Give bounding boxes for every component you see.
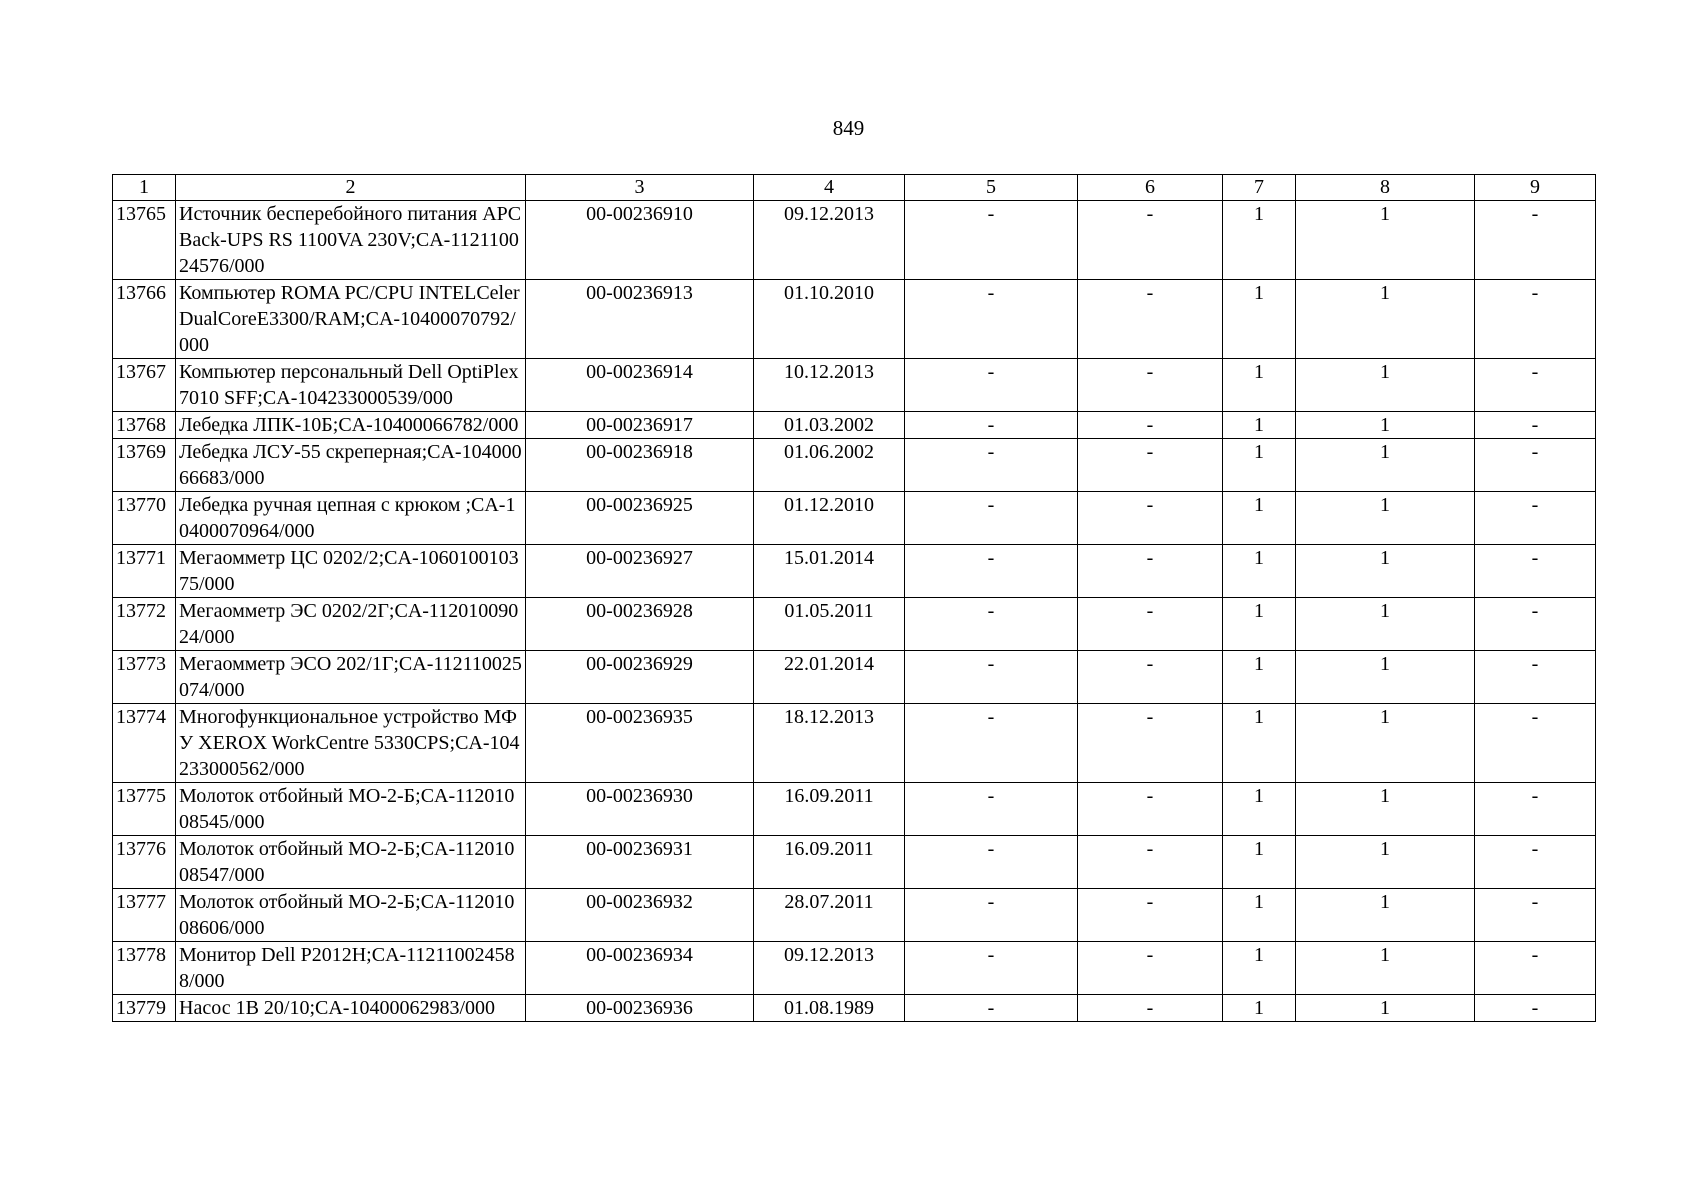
column-header: 8 [1296,175,1475,201]
inventory-code-cell: 00-00236914 [526,359,754,412]
table-row [113,783,1596,836]
table-row [113,836,1596,889]
column-8-cell: 1 [1296,836,1475,889]
inventory-code-cell: 00-00236917 [526,412,754,439]
column-7-cell: 1 [1223,783,1296,836]
column-7-cell: 1 [1223,359,1296,412]
column-7-cell: 1 [1223,492,1296,545]
date-cell: 01.05.2011 [754,598,905,651]
column-8-cell: 1 [1296,439,1475,492]
column-8-cell: 1 [1296,492,1475,545]
table-row [113,439,1596,492]
column-9-cell: - [1475,704,1596,783]
column-5-cell: - [905,889,1078,942]
column-9-cell: - [1475,995,1596,1022]
inventory-code-cell: 00-00236927 [526,545,754,598]
column-6-cell: - [1078,836,1223,889]
date-cell: 18.12.2013 [754,704,905,783]
column-6-cell: - [1078,995,1223,1022]
table-row [113,598,1596,651]
column-7-cell: 1 [1223,201,1296,280]
item-name-cell: Лебедка ЛПК-10Б;CA-10400066782/000 [176,412,526,439]
table-row [113,280,1596,359]
column-8-cell: 1 [1296,280,1475,359]
column-8-cell: 1 [1296,598,1475,651]
column-9-cell: - [1475,201,1596,280]
column-6-cell: - [1078,359,1223,412]
item-name-cell: Мегаомметр ЭСО 202/1Г;CA-112110025074/000 [176,651,526,704]
inventory-code-cell: 00-00236929 [526,651,754,704]
column-8-cell: 1 [1296,545,1475,598]
item-name-cell: Насос 1В 20/10;CA-10400062983/000 [176,995,526,1022]
date-cell: 28.07.2011 [754,889,905,942]
column-header: 1 [113,175,176,201]
column-8-cell: 1 [1296,995,1475,1022]
column-5-cell: - [905,598,1078,651]
row-number-cell: 13773 [113,651,176,704]
row-number-cell: 13766 [113,280,176,359]
column-header: 4 [754,175,905,201]
date-cell: 16.09.2011 [754,836,905,889]
row-number-cell: 13774 [113,704,176,783]
asset-register-table [112,174,1596,1022]
inventory-code-cell: 00-00236918 [526,439,754,492]
inventory-code-cell: 00-00236936 [526,995,754,1022]
item-name-cell: Лебедка ЛСУ-55 скреперная;CA-10400066683/000 [176,439,526,492]
row-number-cell: 13779 [113,995,176,1022]
column-8-cell: 1 [1296,704,1475,783]
item-name-cell: Молоток отбойный МО-2-Б;CA-11201008545/000 [176,783,526,836]
inventory-code-cell: 00-00236934 [526,942,754,995]
table-row [113,995,1596,1022]
item-name-cell: Лебедка ручная цепная с крюком ;CA-10400070964/000 [176,492,526,545]
column-8-cell: 1 [1296,651,1475,704]
column-8-cell: 1 [1296,201,1475,280]
column-6-cell: - [1078,889,1223,942]
date-cell: 01.10.2010 [754,280,905,359]
column-5-cell: - [905,704,1078,783]
column-5-cell: - [905,412,1078,439]
column-7-cell: 1 [1223,889,1296,942]
item-name-cell: Молоток отбойный МО-2-Б;CA-11201008547/000 [176,836,526,889]
column-7-cell: 1 [1223,651,1296,704]
column-6-cell: - [1078,545,1223,598]
column-6-cell: - [1078,942,1223,995]
column-5-cell: - [905,651,1078,704]
column-5-cell: - [905,995,1078,1022]
item-name-cell: Источник бесперебойного питания APC Back-UPS RS 1100VA 230V;CA-112110024576/000 [176,201,526,280]
table-row [113,359,1596,412]
date-cell: 16.09.2011 [754,783,905,836]
column-5-cell: - [905,545,1078,598]
column-7-cell: 1 [1223,836,1296,889]
column-9-cell: - [1475,412,1596,439]
column-5-cell: - [905,942,1078,995]
column-9-cell: - [1475,598,1596,651]
column-6-cell: - [1078,492,1223,545]
date-cell: 01.08.1989 [754,995,905,1022]
column-7-cell: 1 [1223,704,1296,783]
column-7-cell: 1 [1223,995,1296,1022]
item-name-cell: Многофункциональное устройство МФУ XEROX WorkCentre 5330CPS;CA-104233000562/000 [176,704,526,783]
table-row [113,201,1596,280]
date-cell: 10.12.2013 [754,359,905,412]
column-5-cell: - [905,836,1078,889]
date-cell: 09.12.2013 [754,201,905,280]
column-7-cell: 1 [1223,942,1296,995]
column-5-cell: - [905,280,1078,359]
inventory-code-cell: 00-00236935 [526,704,754,783]
column-7-cell: 1 [1223,280,1296,359]
inventory-code-cell: 00-00236930 [526,783,754,836]
row-number-cell: 13777 [113,889,176,942]
inventory-code-cell: 00-00236913 [526,280,754,359]
column-8-cell: 1 [1296,889,1475,942]
column-9-cell: - [1475,783,1596,836]
column-5-cell: - [905,783,1078,836]
column-9-cell: - [1475,889,1596,942]
column-6-cell: - [1078,598,1223,651]
row-number-cell: 13776 [113,836,176,889]
column-header: 7 [1223,175,1296,201]
column-8-cell: 1 [1296,359,1475,412]
column-9-cell: - [1475,651,1596,704]
column-5-cell: - [905,359,1078,412]
table-row [113,412,1596,439]
date-cell: 09.12.2013 [754,942,905,995]
column-6-cell: - [1078,280,1223,359]
column-9-cell: - [1475,359,1596,412]
row-number-cell: 13775 [113,783,176,836]
date-cell: 01.06.2002 [754,439,905,492]
column-header: 9 [1475,175,1596,201]
table-row [113,651,1596,704]
column-7-cell: 1 [1223,412,1296,439]
column-8-cell: 1 [1296,942,1475,995]
column-header: 6 [1078,175,1223,201]
row-number-cell: 13778 [113,942,176,995]
column-6-cell: - [1078,439,1223,492]
column-7-cell: 1 [1223,545,1296,598]
column-6-cell: - [1078,704,1223,783]
item-name-cell: Компьютер персональный Dell OptiPlex 7010 SFF;CA-104233000539/000 [176,359,526,412]
page-number: 849 [832,116,865,140]
item-name-cell: Мегаомметр ЦС 0202/2;CA-106010010375/000 [176,545,526,598]
column-7-cell: 1 [1223,598,1296,651]
column-5-cell: - [905,439,1078,492]
column-9-cell: - [1475,492,1596,545]
item-name-cell: Молоток отбойный МО-2-Б;CA-11201008606/000 [176,889,526,942]
column-8-cell: 1 [1296,412,1475,439]
inventory-code-cell: 00-00236928 [526,598,754,651]
column-5-cell: - [905,201,1078,280]
column-header: 5 [905,175,1078,201]
row-number-cell: 13769 [113,439,176,492]
inventory-code-cell: 00-00236925 [526,492,754,545]
row-number-cell: 13771 [113,545,176,598]
column-6-cell: - [1078,783,1223,836]
column-9-cell: - [1475,439,1596,492]
row-number-cell: 13770 [113,492,176,545]
inventory-code-cell: 00-00236932 [526,889,754,942]
column-9-cell: - [1475,836,1596,889]
row-number-cell: 13768 [113,412,176,439]
table-row [113,942,1596,995]
column-9-cell: - [1475,545,1596,598]
table-row [113,492,1596,545]
column-5-cell: - [905,492,1078,545]
date-cell: 01.03.2002 [754,412,905,439]
column-6-cell: - [1078,201,1223,280]
table-row [113,889,1596,942]
table-row [113,704,1596,783]
column-9-cell: - [1475,280,1596,359]
date-cell: 22.01.2014 [754,651,905,704]
column-6-cell: - [1078,651,1223,704]
column-header: 2 [176,175,526,201]
column-8-cell: 1 [1296,783,1475,836]
item-name-cell: Мегаомметр ЭС 0202/2Г;CA-11201009024/000 [176,598,526,651]
inventory-code-cell: 00-00236910 [526,201,754,280]
table-row [113,545,1596,598]
item-name-cell: Компьютер ROMA PC/CPU INTELCelerDualCoreE3300/RAM;CA-10400070792/000 [176,280,526,359]
row-number-cell: 13767 [113,359,176,412]
row-number-cell: 13765 [113,201,176,280]
column-6-cell: - [1078,412,1223,439]
inventory-code-cell: 00-00236931 [526,836,754,889]
item-name-cell: Монитор Dell P2012H;CA-112110024588/000 [176,942,526,995]
row-number-cell: 13772 [113,598,176,651]
column-7-cell: 1 [1223,439,1296,492]
column-number-row [113,175,1596,201]
column-header: 3 [526,175,754,201]
date-cell: 01.12.2010 [754,492,905,545]
date-cell: 15.01.2014 [754,545,905,598]
column-9-cell: - [1475,942,1596,995]
